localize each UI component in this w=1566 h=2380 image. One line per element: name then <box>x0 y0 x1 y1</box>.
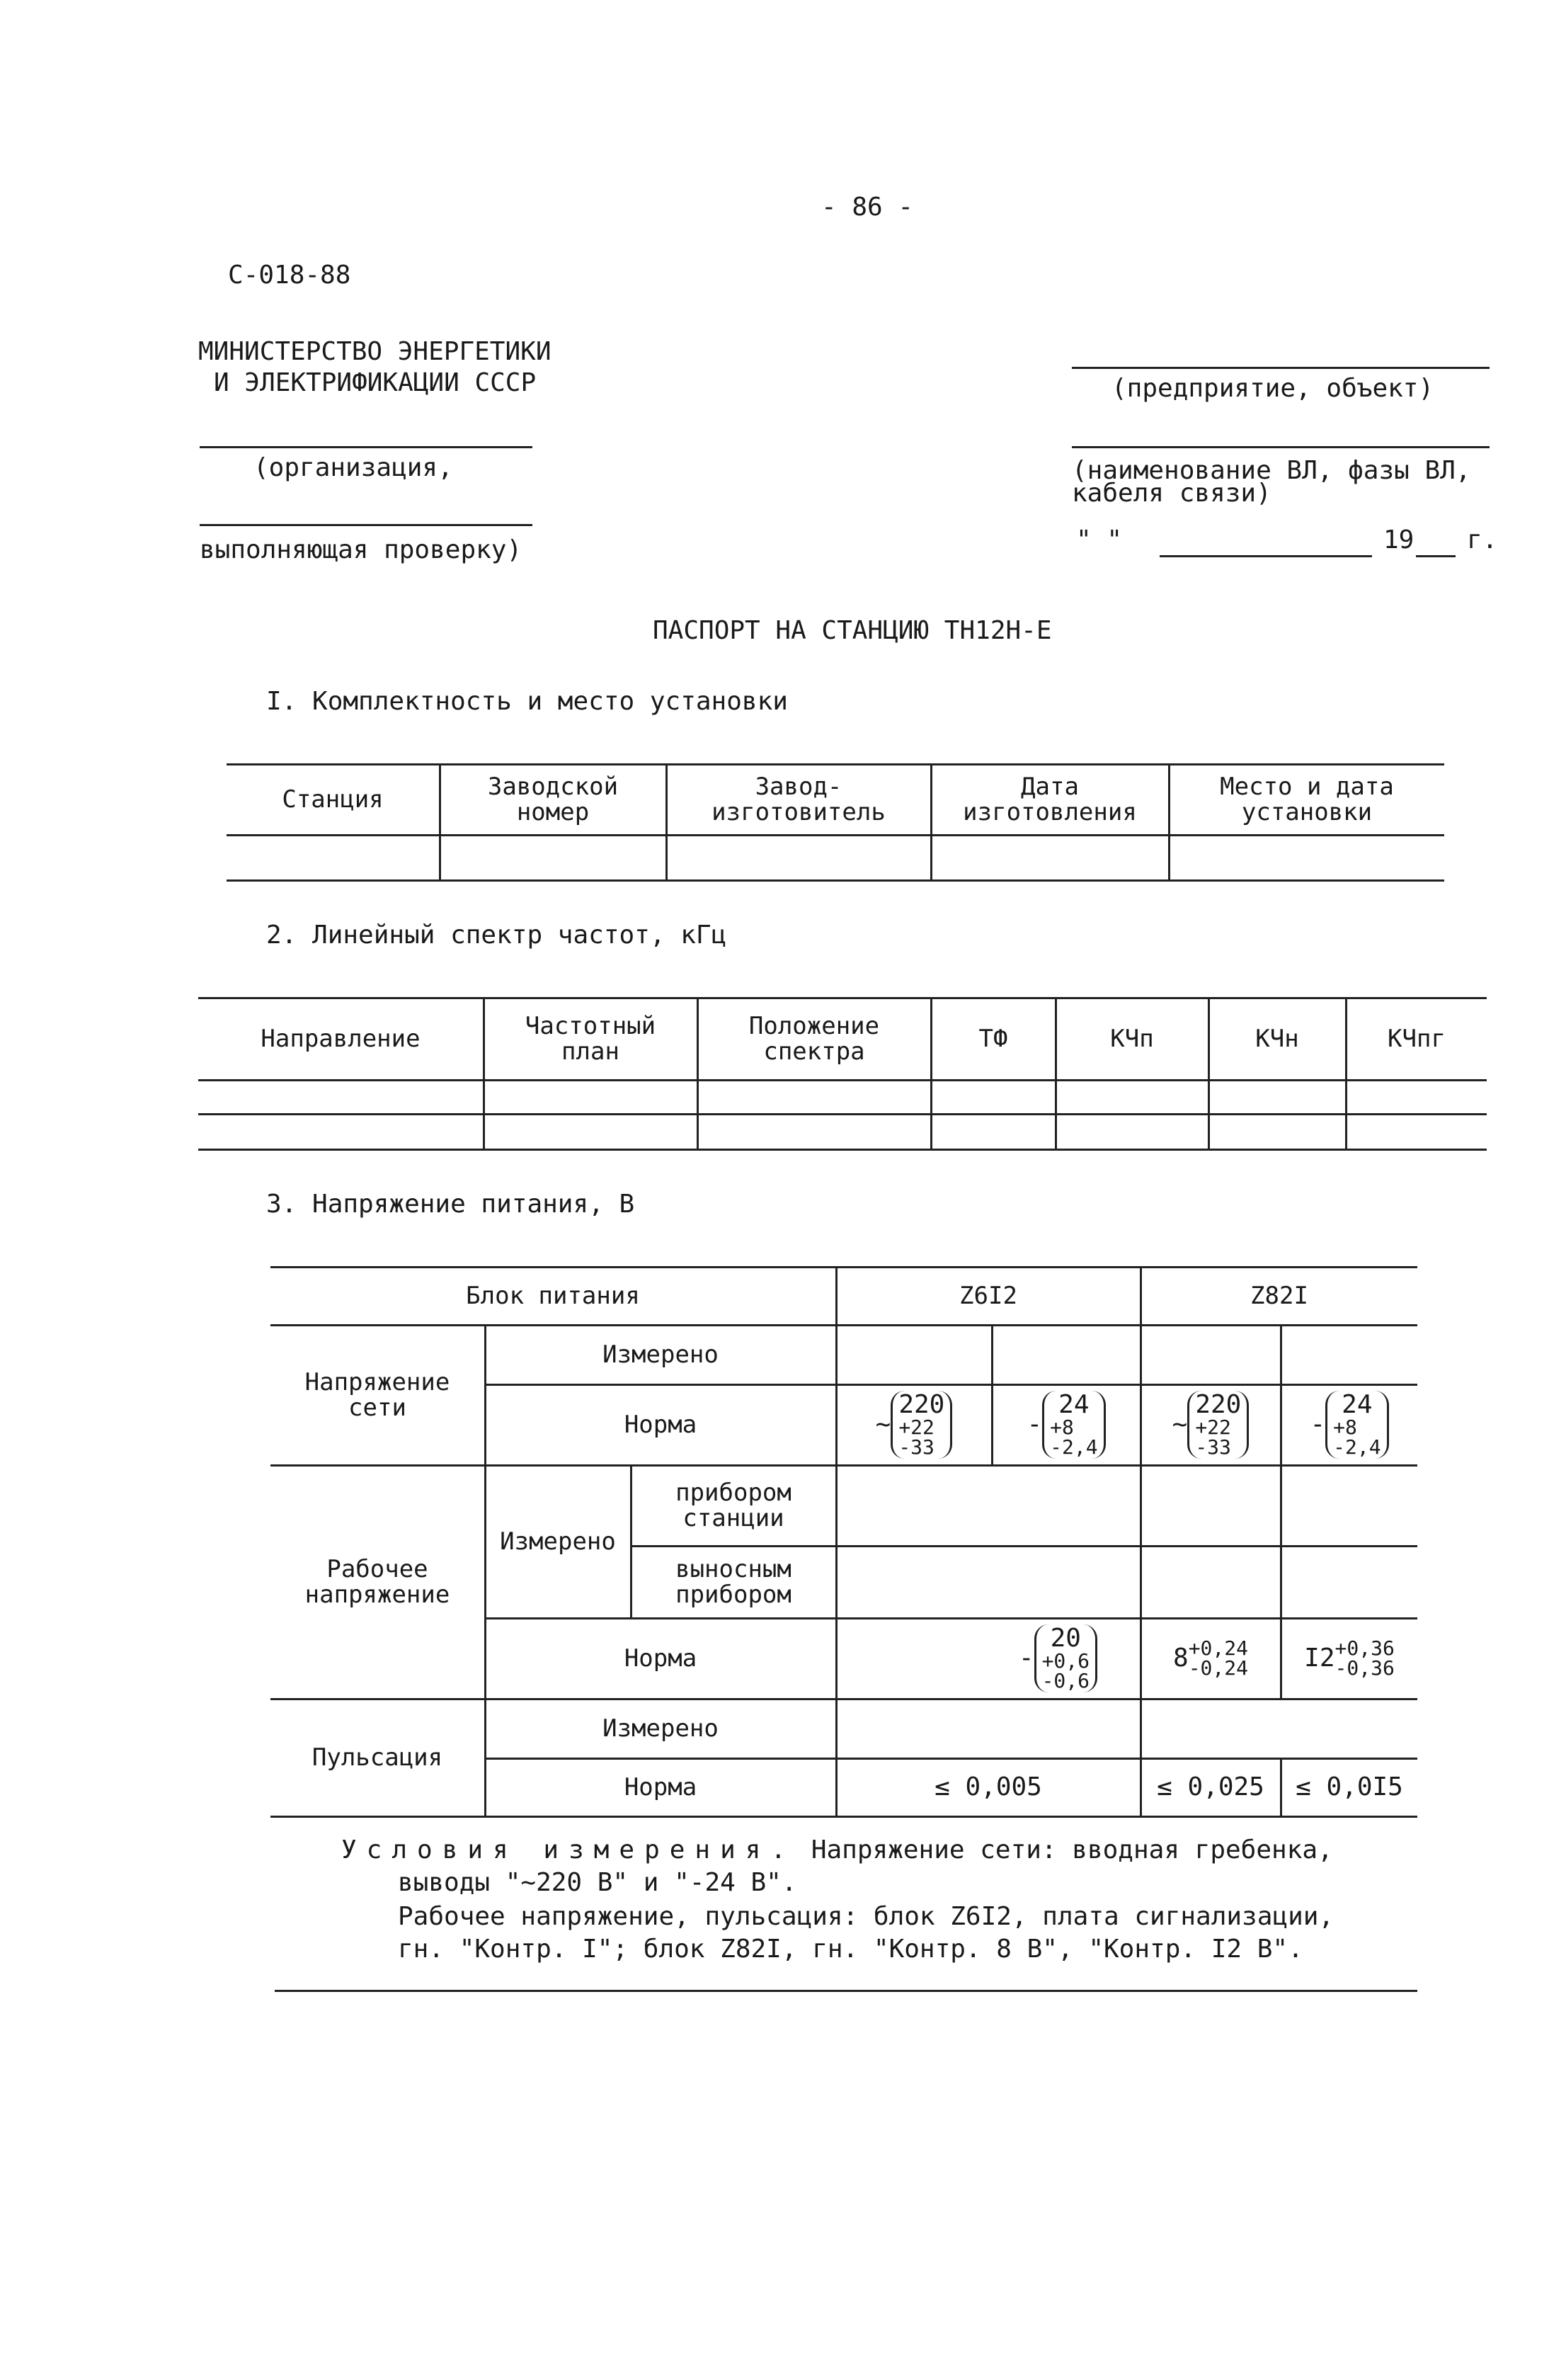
ripple-norm-z612: ≤ 0,005 <box>935 1772 1042 1801</box>
year-suffix: г. <box>1467 525 1498 554</box>
col-manufacturer: Завод- изготовитель <box>711 773 886 826</box>
notes-line-3: Рабочее напряжение, пульсация: блок Z6I2, плата сигнализации, <box>398 1902 1334 1931</box>
norm-8-z821: 8 +0,24 -0,24 <box>1173 1636 1248 1680</box>
col-frequency-plan: Частотный план <box>525 1012 656 1066</box>
org-line-mid <box>200 524 532 526</box>
z821-header: Z82I <box>1250 1282 1308 1310</box>
notes-line-2: выводы "~220 В" и "-24 В". <box>398 1868 797 1897</box>
year-prefix: 19 <box>1383 525 1414 554</box>
ripple-norm-z821-a: ≤ 0,025 <box>1157 1772 1264 1801</box>
col-install-place-date: Место и дата установки <box>1220 773 1394 826</box>
year-line <box>1416 555 1456 557</box>
ripple-measured-label: Измерено <box>602 1714 719 1743</box>
ripple-label: Пульсация <box>312 1743 443 1772</box>
col-manufacture-date: Дата изготовления <box>963 773 1137 826</box>
ripple-norm-label: Норма <box>624 1773 697 1801</box>
section-2-heading: 2. Линейный спектр частот, кГц <box>266 921 727 950</box>
date-quotes: " " <box>1076 525 1123 554</box>
org-line-top <box>200 446 532 448</box>
norm-220-z821: ~ 220 +22 -33 <box>1141 1385 1280 1464</box>
col-tf: ТФ <box>978 1025 1008 1053</box>
z612-header: Z6I2 <box>959 1282 1017 1310</box>
col-kchp: КЧп <box>1110 1025 1154 1053</box>
ripple-norm-z821-b: ≤ 0,0I5 <box>1296 1772 1403 1801</box>
norm-12-z821: I2 +0,36 -0,36 <box>1304 1636 1395 1680</box>
notes-conditions-label: Условия измерения. <box>341 1835 796 1864</box>
col-kchn: КЧн <box>1255 1025 1299 1053</box>
col-spectrum-position: Положение спектра <box>748 1012 880 1066</box>
line-name-line <box>1072 446 1490 448</box>
notes-line-1-text: Напряжение сети: вводная гребенка, <box>796 1835 1333 1864</box>
col-serial-number: Заводской номер <box>487 773 619 826</box>
by-station-instrument: прибором станции <box>675 1479 791 1532</box>
notes-line-4: гн. "Контр. I"; блок Z82I, гн. "Контр. 8 В", "Контр. I2 В". <box>398 1935 1303 1964</box>
page-number: - 86 - <box>821 193 914 222</box>
organization-label: (организация, <box>253 453 453 482</box>
work-voltage-label: Рабочее напряжение <box>304 1555 450 1609</box>
notes-line-1 <box>341 1835 1333 1865</box>
section-3-heading: 3. Напряжение питания, В <box>266 1190 635 1219</box>
work-measured-label: Измерено <box>500 1527 616 1556</box>
organization-label-2: выполняющая проверку) <box>200 535 522 564</box>
norm-24-z612: - 24 +8 -2,4 <box>993 1385 1140 1464</box>
enterprise-line <box>1072 367 1490 369</box>
ministry-line-2: И ЭЛЕКТРИФИКАЦИИ СССР <box>214 368 537 397</box>
line-name-label-1: (наименование ВЛ, фазы ВЛ, <box>1072 456 1471 485</box>
power-block-header: Блок питания <box>466 1282 640 1310</box>
document-code: С-018-88 <box>228 261 351 290</box>
mains-voltage-label: Напряжение сети <box>304 1368 450 1422</box>
page-title: ПАСПОРТ НА СТАНЦИЮ ТН12Н-Е <box>653 616 1052 645</box>
col-station: Станция <box>282 785 384 814</box>
norm-220-z612: ~ 220 +22 -33 <box>837 1385 991 1464</box>
notes-bottom-rule <box>275 1990 1417 1992</box>
enterprise-label: (предприятие, объект) <box>1111 374 1434 403</box>
norm-24-z821: - 24 +8 -2,4 <box>1281 1385 1417 1464</box>
col-direction: Направление <box>261 1025 421 1053</box>
ministry-line-1: МИНИСТЕРСТВО ЭНЕРГЕТИКИ <box>198 337 551 366</box>
col-kchpg: КЧпг <box>1388 1025 1446 1053</box>
section-1-heading: I. Комплектность и место установки <box>266 687 788 716</box>
mains-measured-label: Измерено <box>602 1340 719 1369</box>
date-line <box>1160 555 1372 557</box>
work-norm-label: Норма <box>624 1644 697 1673</box>
line-name-label-2: кабеля связи) <box>1072 479 1271 508</box>
mains-norm-label: Норма <box>624 1411 697 1439</box>
by-external-instrument: выносным прибором <box>675 1555 791 1609</box>
norm-20-z612: - 20 +0,6 -0,6 <box>837 1619 1140 1698</box>
